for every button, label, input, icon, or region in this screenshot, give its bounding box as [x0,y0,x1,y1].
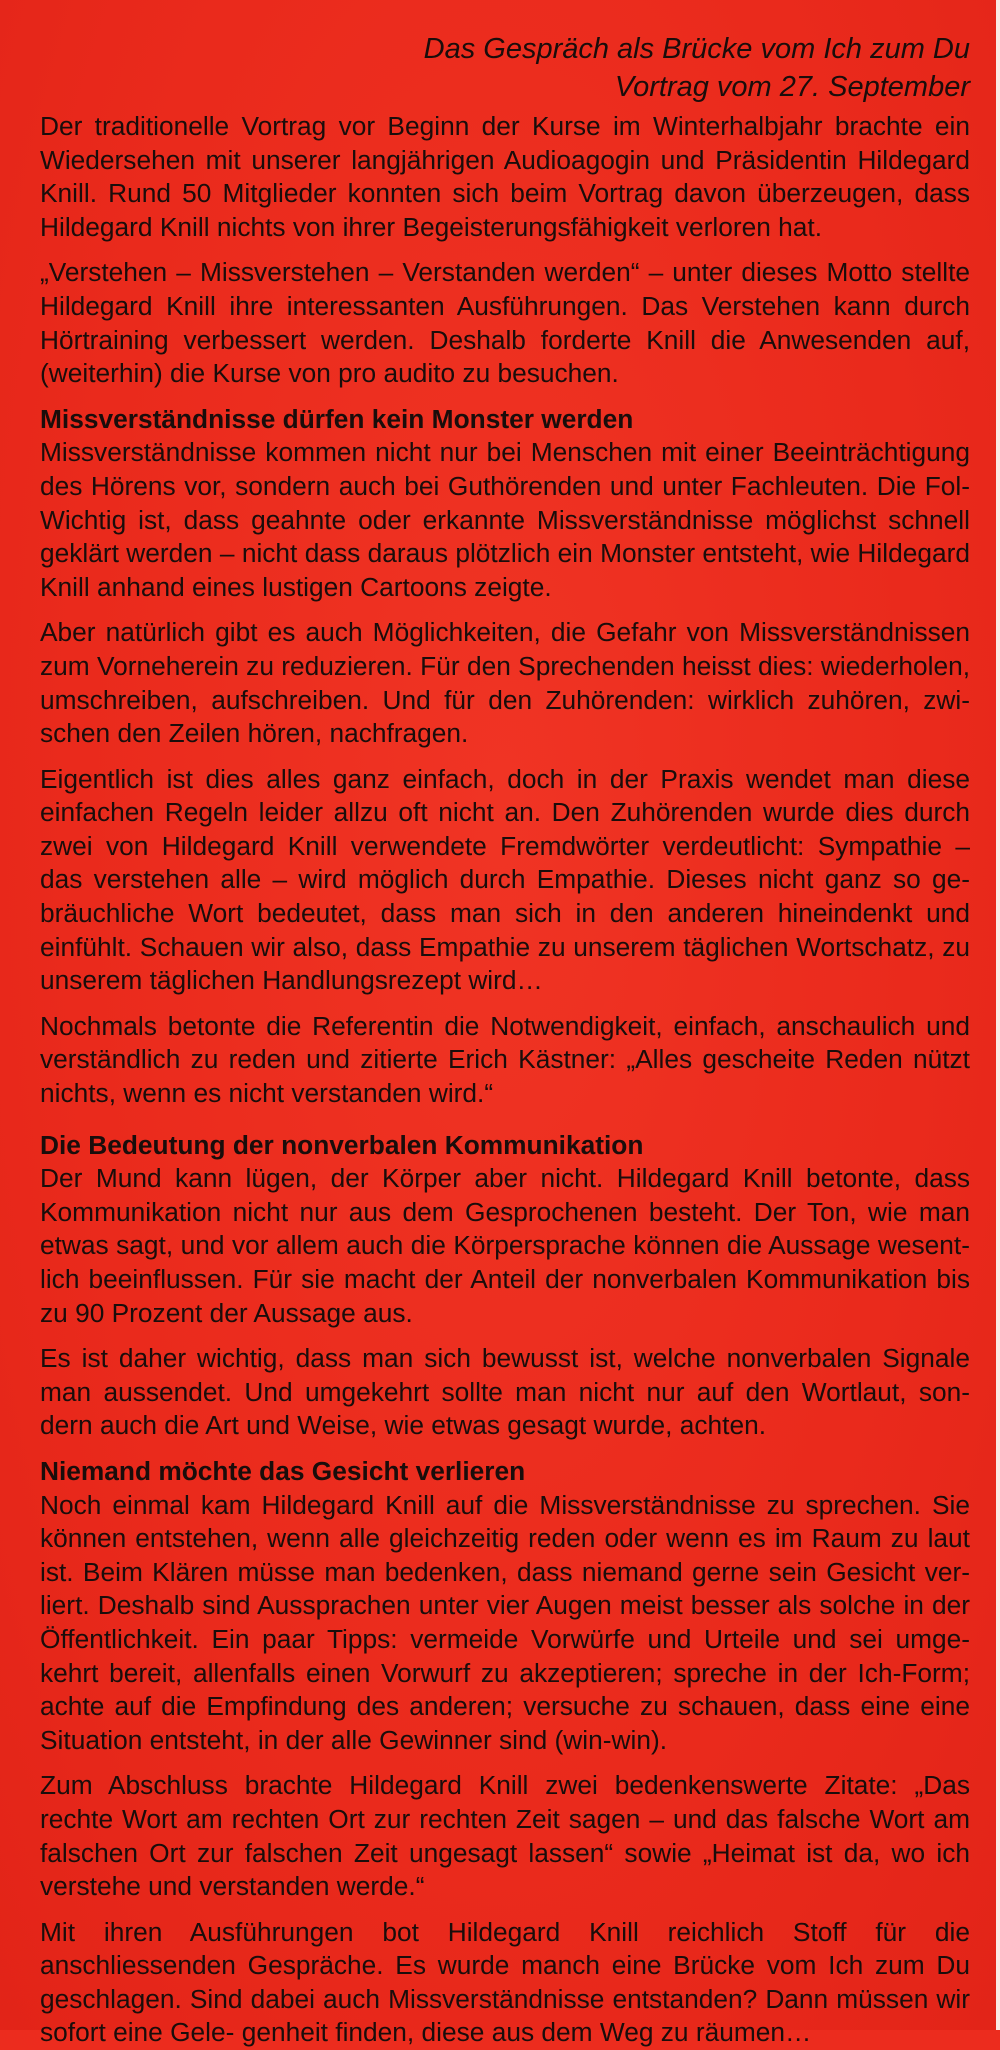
section-heading-monster: Missverständnisse dürfen kein Monster werden [40,403,634,434]
article-header [40,30,970,106]
paragraph-moeglichkeiten: Aber natürlich gibt es auch Möglichkeiten, die Gefahr von Missverständnissen zum Vorneherein zu reduzieren. Für den Sprechenden heisst dies: wiederholen, umschreiben, aufschreiben. Und für den Zuhörenden: wirklich zuhören, zwi- schen den Zeilen hören, nachfragen. [40,617,970,749]
article-subtitle: Vortrag vom 27. September [614,71,970,103]
paragraph-intro: Der traditionelle Vortrag vor Beginn der Kurse im Winterhalbjahr brachte ein Wiedersehen mit unserer langjährigen Audioagogin und Präsidentin Hildegard Knill. Rund 50 Mitglieder konnten sich beim Vortrag davon überzeugen, dass Hildegard Knill nichts von ihrer Begeisterungsfähigkeit verloren hat. [40,111,970,242]
paragraph-empathie: Eigentlich ist dies alles ganz einfach, doch in der Praxis wendet man diese einfachen Regeln leider allzu oft nicht an. Den Zuhörenden wurde dies durch zwei von Hildegard Knill verwendete Fremdwörter verdeutlicht: Sympathie – das verstehen alle – wird möglich durch Empathie. Dieses nicht ganz so ge- bräuchliche Wort bedeutet, dass man sich in den anderen hineindenkt und einfühlt. Schauen wir also, dass Empathie zu unserem täglichen Wortschatz, zu unserem täglichen Handlungsrezept wird… [40,763,970,996]
paragraph-zitate: Zum Abschluss brachte Hildegard Knill zwei bedenkenswerte Zitate: „Das rechte Wort am rechten Ort zur rechten Zeit sagen – und das falsche Wort am falschen Ort zur falschen Zeit ungesagt lassen“ sowie „Heimat ist da, wo ich verstehe und verstanden werde.“ [40,1770,970,1902]
paragraph-motto: „Verstehen – Missverstehen – Verstanden werden“ – unter dieses Motto stellte Hildegard Knill ihre interessanten Ausführungen. Das Verstehen kann durch Hörtraining verbessert werden. Deshalb forderte Knill die Anwesenden auf, (weiterhin) die Kurse von pro audito zu besuchen. [40,257,970,389]
paragraph-tipps: Noch einmal kam Hildegard Knill auf die Missverständnisse zu sprechen. Sie können entstehen, wenn alle gleichzeitig reden oder wenn es im Raum zu laut ist. Beim Klären müsse man bedenken, dass niemand gerne sein Gesicht ver- liert. Deshalb sind Aussprachen unter vier Augen meist besser als solche in der Öffentlichkeit. Ein paar Tipps: vermeide Vorwürfe und Urteile und sei umge- kehrt bereit, allenfalls einen Vorwurf zu akzeptieren; spreche in der Ich-Form; achte auf die Empfindung des anderen; versuche zu schauen, dass eine eine Situation entsteht, in der alle Gewinner sind (win-win). [40,1489,970,1755]
paragraph-missverstaendnisse: Missverständnisse kommen nicht nur bei Menschen mit einer Beeinträchtigung des Hörens vor, sondern auch bei Guthörenden und unter Fachleuten. Die Fol- Wichtig ist, dass geahnte oder erkannte Missverständnisse möglichst schnell geklärt werden – nicht dass daraus plötzlich ein Monster entsteht, wie Hildegard Knill anhand eines lustigen Cartoons zeigte. [40,437,970,602]
page-edge [996,0,1000,2030]
article-title: Das Gespräch als Brücke vom Ich zum Du [423,33,970,65]
paragraph-koerper: Der Mund kann lügen, der Körper aber nicht. Hildegard Knill betonte, dass Kommunikation nicht nur aus dem Gesprochenen besteht. Der Ton, wie man etwas sagt, und vor allem auch die Körpersprache können die Aussage wesent- lich beeinflussen. Für sie macht der Anteil der nonverbalen Kommunikation bis zu 90 Prozent der Aussage aus. [40,1163,970,1328]
paragraph-schluss: Mit ihren Ausführungen bot Hildegard Knill reichlich Stoff für die anschliessenden Gespräche. Es wurde manch eine Brücke vom Ich zum Du geschlagen. Sind dabei auch Missverständnisse entstanden? Dann müssen wir sofort eine Gele- genheit finden, diese aus dem Weg zu räumen… [40,1916,970,2048]
section-heading-gesicht: Niemand möchte das Gesicht verlieren [40,1455,526,1486]
section-heading-nonverbal: Die Bedeutung der nonverbalen Kommunikation [40,1129,644,1160]
paragraph-signale: Es ist daher wichtig, dass man sich bewusst ist, welche nonverbalen Signale man aussendet. Und umgekehrt sollte man nicht nur auf den Wortlaut, son- dern auch die Art und Weise, wie etwas gesagt wurde, achten. [40,1343,970,1441]
paragraph-kaestner: Nochmals betonte die Referentin die Notwendigkeit, einfach, anschaulich und verständlich zu reden und zitierte Erich Kästner: „Alles gescheite Reden nützt nichts, wenn es nicht verstanden wird.“ [40,1010,970,1109]
